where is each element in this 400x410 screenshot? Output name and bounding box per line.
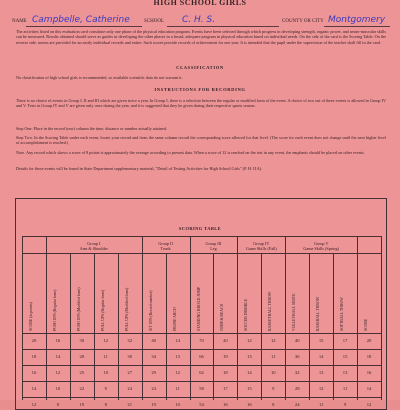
table-cell: 9 <box>104 386 107 391</box>
column-header-label: PULL UPS (Modified form) <box>124 287 129 331</box>
column-header <box>166 253 190 333</box>
table-cell: 16 <box>366 370 372 375</box>
column-header <box>357 253 381 333</box>
table-cell: 15 <box>342 354 348 359</box>
table-cell: 19 <box>79 402 85 407</box>
instructions-step-one: Step One. Place in the record (raw) column the time, distance or number actually attained. <box>16 126 168 131</box>
table-cell: 32 <box>127 338 132 343</box>
table-cell: 13 <box>342 370 348 375</box>
school-underline <box>167 26 279 27</box>
column-header-label: SOFTBALL THROW <box>340 297 345 331</box>
table-cell: 15 <box>318 338 324 343</box>
column-header-label: PULL UPS (Regular form) <box>100 289 105 331</box>
column-header-label: VOLLEYBALL SERVE <box>292 293 297 331</box>
table-cell: 10 <box>271 370 276 375</box>
column-header <box>142 253 166 333</box>
table-cell: 40 <box>151 338 156 343</box>
table-cell: 16 <box>247 402 252 407</box>
table-cell: 24 <box>294 402 300 407</box>
column-header <box>237 253 261 333</box>
table-cell: 9 <box>343 402 347 407</box>
group-header <box>46 241 142 251</box>
column-header-label: SCORE (in points) <box>29 302 33 331</box>
group-subtitle: Game Skills (Fall) <box>245 246 277 251</box>
table-cell: 20 <box>31 338 37 343</box>
table-cell: 10 <box>103 370 109 375</box>
table-cell: 8 <box>272 402 275 407</box>
group-subtitle: Game Skills (Spring) <box>303 246 339 251</box>
table-cell: 36 <box>294 354 300 359</box>
table-cell: 11 <box>318 402 324 407</box>
table-top-rule <box>22 236 381 237</box>
table-cell: 16 <box>55 338 61 343</box>
group-name: Group III <box>205 241 222 246</box>
row-rule <box>22 365 381 366</box>
table-cell: 20 <box>223 338 228 343</box>
table-cell: 15 <box>247 386 252 391</box>
table-cell: 18 <box>366 354 372 359</box>
table-cell: 14 <box>175 338 180 343</box>
table-cell: 14 <box>318 354 324 359</box>
column-header <box>261 253 285 333</box>
table-cell: 19 <box>223 354 228 359</box>
table-cell: 16 <box>31 370 37 375</box>
column-header-label: STANDING BROAD JUMP <box>196 287 201 331</box>
table-cell: 11 <box>342 386 348 391</box>
instructions-details: Details for these events will be found in State Department supplementary material, "Detail of Testing Activities for High School Girls" (P. H. II A). <box>16 166 263 171</box>
table-cell: 17 <box>342 338 348 343</box>
table-cell: 27 <box>127 370 132 375</box>
table-cell: 17 <box>223 386 228 391</box>
column-header <box>190 253 214 333</box>
table-cell: 14 <box>247 370 252 375</box>
column-header-label: PRONE ARCH <box>172 307 177 331</box>
group-name: Group IV <box>253 241 270 246</box>
table-cell: 62 <box>199 370 204 375</box>
column-header-label: PUSH UPS (Regular form) <box>52 289 57 331</box>
table-cell: 12 <box>55 370 61 375</box>
table-cell: 24 <box>127 386 132 391</box>
column-header <box>46 253 70 333</box>
table-cell: 58 <box>199 386 204 391</box>
instructions-p1: There is no choice of events in Group I, II and III which are given twice a year. In Group I, there is a selection between the regular or modified form of the event. A choice of two out of three events is allowed in Group IV and V. Tests in Group IV and V are given only once during the year, and it is suggested that they be given during their respective sports season. <box>16 98 386 109</box>
table-cell: 54 <box>199 402 204 407</box>
table-cell: 14 <box>55 354 61 359</box>
group-subtitle: Arm & Shoulder <box>79 246 108 251</box>
instructions-heading: INSTRUCTIONS FOR RECORDING <box>154 87 246 92</box>
column-header <box>333 253 357 333</box>
table-cell: 13 <box>318 370 324 375</box>
instructions-note: Note. Any record which shows a score of 8 points is approximately the average according to present data. When a score of 12 is reached on the test in any event, the emphasis should be placed on other events. <box>16 150 365 155</box>
table-cell: 19 <box>151 402 156 407</box>
table-cell: 28 <box>79 354 85 359</box>
name-line <box>12 13 390 27</box>
table-cell: 11 <box>271 354 276 359</box>
column-header-label: SOCCER DRIBBLE <box>244 299 249 331</box>
table-cell: 20 <box>366 338 372 343</box>
row-rule <box>22 381 381 382</box>
table-cell: 12 <box>31 402 37 407</box>
table-cell: 12 <box>103 338 109 343</box>
table-cell: 22 <box>79 386 85 391</box>
column-header-label: BASKETBALL THROW <box>268 291 273 331</box>
group-name: Group I <box>87 241 101 246</box>
group-header <box>285 241 357 251</box>
table-cell: 8 <box>56 402 60 407</box>
classification-text: No classification of high school girls is recommended, so available scientific data do not warrant it. <box>16 75 183 80</box>
table-cell: 9 <box>272 386 275 391</box>
table-cell: 10 <box>175 402 180 407</box>
column-header-label: SIT UPS (Record number) <box>148 290 153 331</box>
column-header-label: PUSH UPS (Modified form) <box>76 287 81 331</box>
column-header <box>213 253 237 333</box>
table-cell: 13 <box>175 354 180 359</box>
name-value: Campbelle, Catherine <box>32 15 130 25</box>
group-subtitle: Leg <box>210 246 217 251</box>
table-cell: 8 <box>104 402 107 407</box>
intro-paragraph: The activities listed on this evaluation card constitute only one phase of the physical education program. Events have been selected through which progress in developing strength, organic power, and neuro-muscular skills can be measured. Results obtained should serve as guides in developing the other phases in a broad, adequate program in physical education based on individual needs. On the side of the card is the Scoring Table. On the reverse side, norms are provided for an easily individual records and entire. Such scores provide records of achievement for one year. It is intended that the pupil under the supervision of the teacher shall fill in the card. <box>16 29 386 45</box>
table-cell: 34 <box>151 354 156 359</box>
table-cell: 70 <box>199 338 204 343</box>
table-cell: 10 <box>55 386 61 391</box>
table-cell: 12 <box>247 338 252 343</box>
table-cell: 12 <box>366 402 372 407</box>
table-cell: 12 <box>271 338 276 343</box>
table-cell: 16 <box>223 402 228 407</box>
table-cell: 30 <box>79 338 85 343</box>
table-cell: 29 <box>151 370 156 375</box>
column-header <box>70 253 94 333</box>
group-subtitle: Trunk <box>160 246 171 251</box>
table-cell: 28 <box>294 386 300 391</box>
table-cell: 21 <box>127 402 132 407</box>
group-header <box>190 241 238 251</box>
column-header <box>309 253 333 333</box>
table-cell: 40 <box>294 338 300 343</box>
school-label: SCHOOL <box>144 19 165 24</box>
group-header <box>142 241 190 251</box>
table-cell: 24 <box>151 386 156 391</box>
column-header-label: JUMP & REACH <box>220 303 225 331</box>
instructions-step-two: Step Two. In the Scoring Table under each event, locate your record and from the same column record the corresponding score allowed for that level. (The score for each event does not change until the next higher level of accomplishment is reached.) <box>16 135 386 146</box>
county-label: COUNTY OR CITY <box>282 19 324 24</box>
table-cell: 14 <box>366 386 372 391</box>
table-cell: 11 <box>175 386 180 391</box>
county-underline <box>324 26 390 27</box>
row-rule <box>22 349 381 350</box>
table-cell: 12 <box>318 386 324 391</box>
table-cell: 13 <box>247 354 252 359</box>
table-cell: 18 <box>31 354 37 359</box>
column-header <box>118 253 142 333</box>
scoring-table-title: SCORING TABLE <box>178 226 222 231</box>
column-header <box>94 253 118 333</box>
column-divider <box>381 236 382 400</box>
name-label: NAME <box>12 19 27 24</box>
group-name: Group II <box>158 241 173 246</box>
classification-heading: CLASSIFICATION <box>176 65 224 70</box>
table-cell: 18 <box>223 370 228 375</box>
group-name: Group V <box>313 241 329 246</box>
county-value: Montgomery <box>328 15 386 25</box>
school-value: C. H. S. <box>182 15 216 25</box>
column-header <box>22 253 46 333</box>
column-header-rule <box>22 333 381 334</box>
table-cell: 30 <box>127 354 132 359</box>
table-cell: 32 <box>294 370 300 375</box>
table-cell: 11 <box>103 354 108 359</box>
name-underline <box>26 26 142 27</box>
table-cell: 25 <box>79 370 85 375</box>
column-header-label: BASEBALL THROW <box>316 296 321 331</box>
row-rule <box>22 397 381 398</box>
table-cell: 66 <box>199 354 204 359</box>
table-cell: 12 <box>175 370 180 375</box>
table-cell: 14 <box>31 386 37 391</box>
page-title: HIGH SCHOOL GIRLS <box>153 0 247 7</box>
group-header <box>237 241 285 251</box>
column-header-label: SCORE <box>364 318 369 331</box>
column-header <box>285 253 309 333</box>
